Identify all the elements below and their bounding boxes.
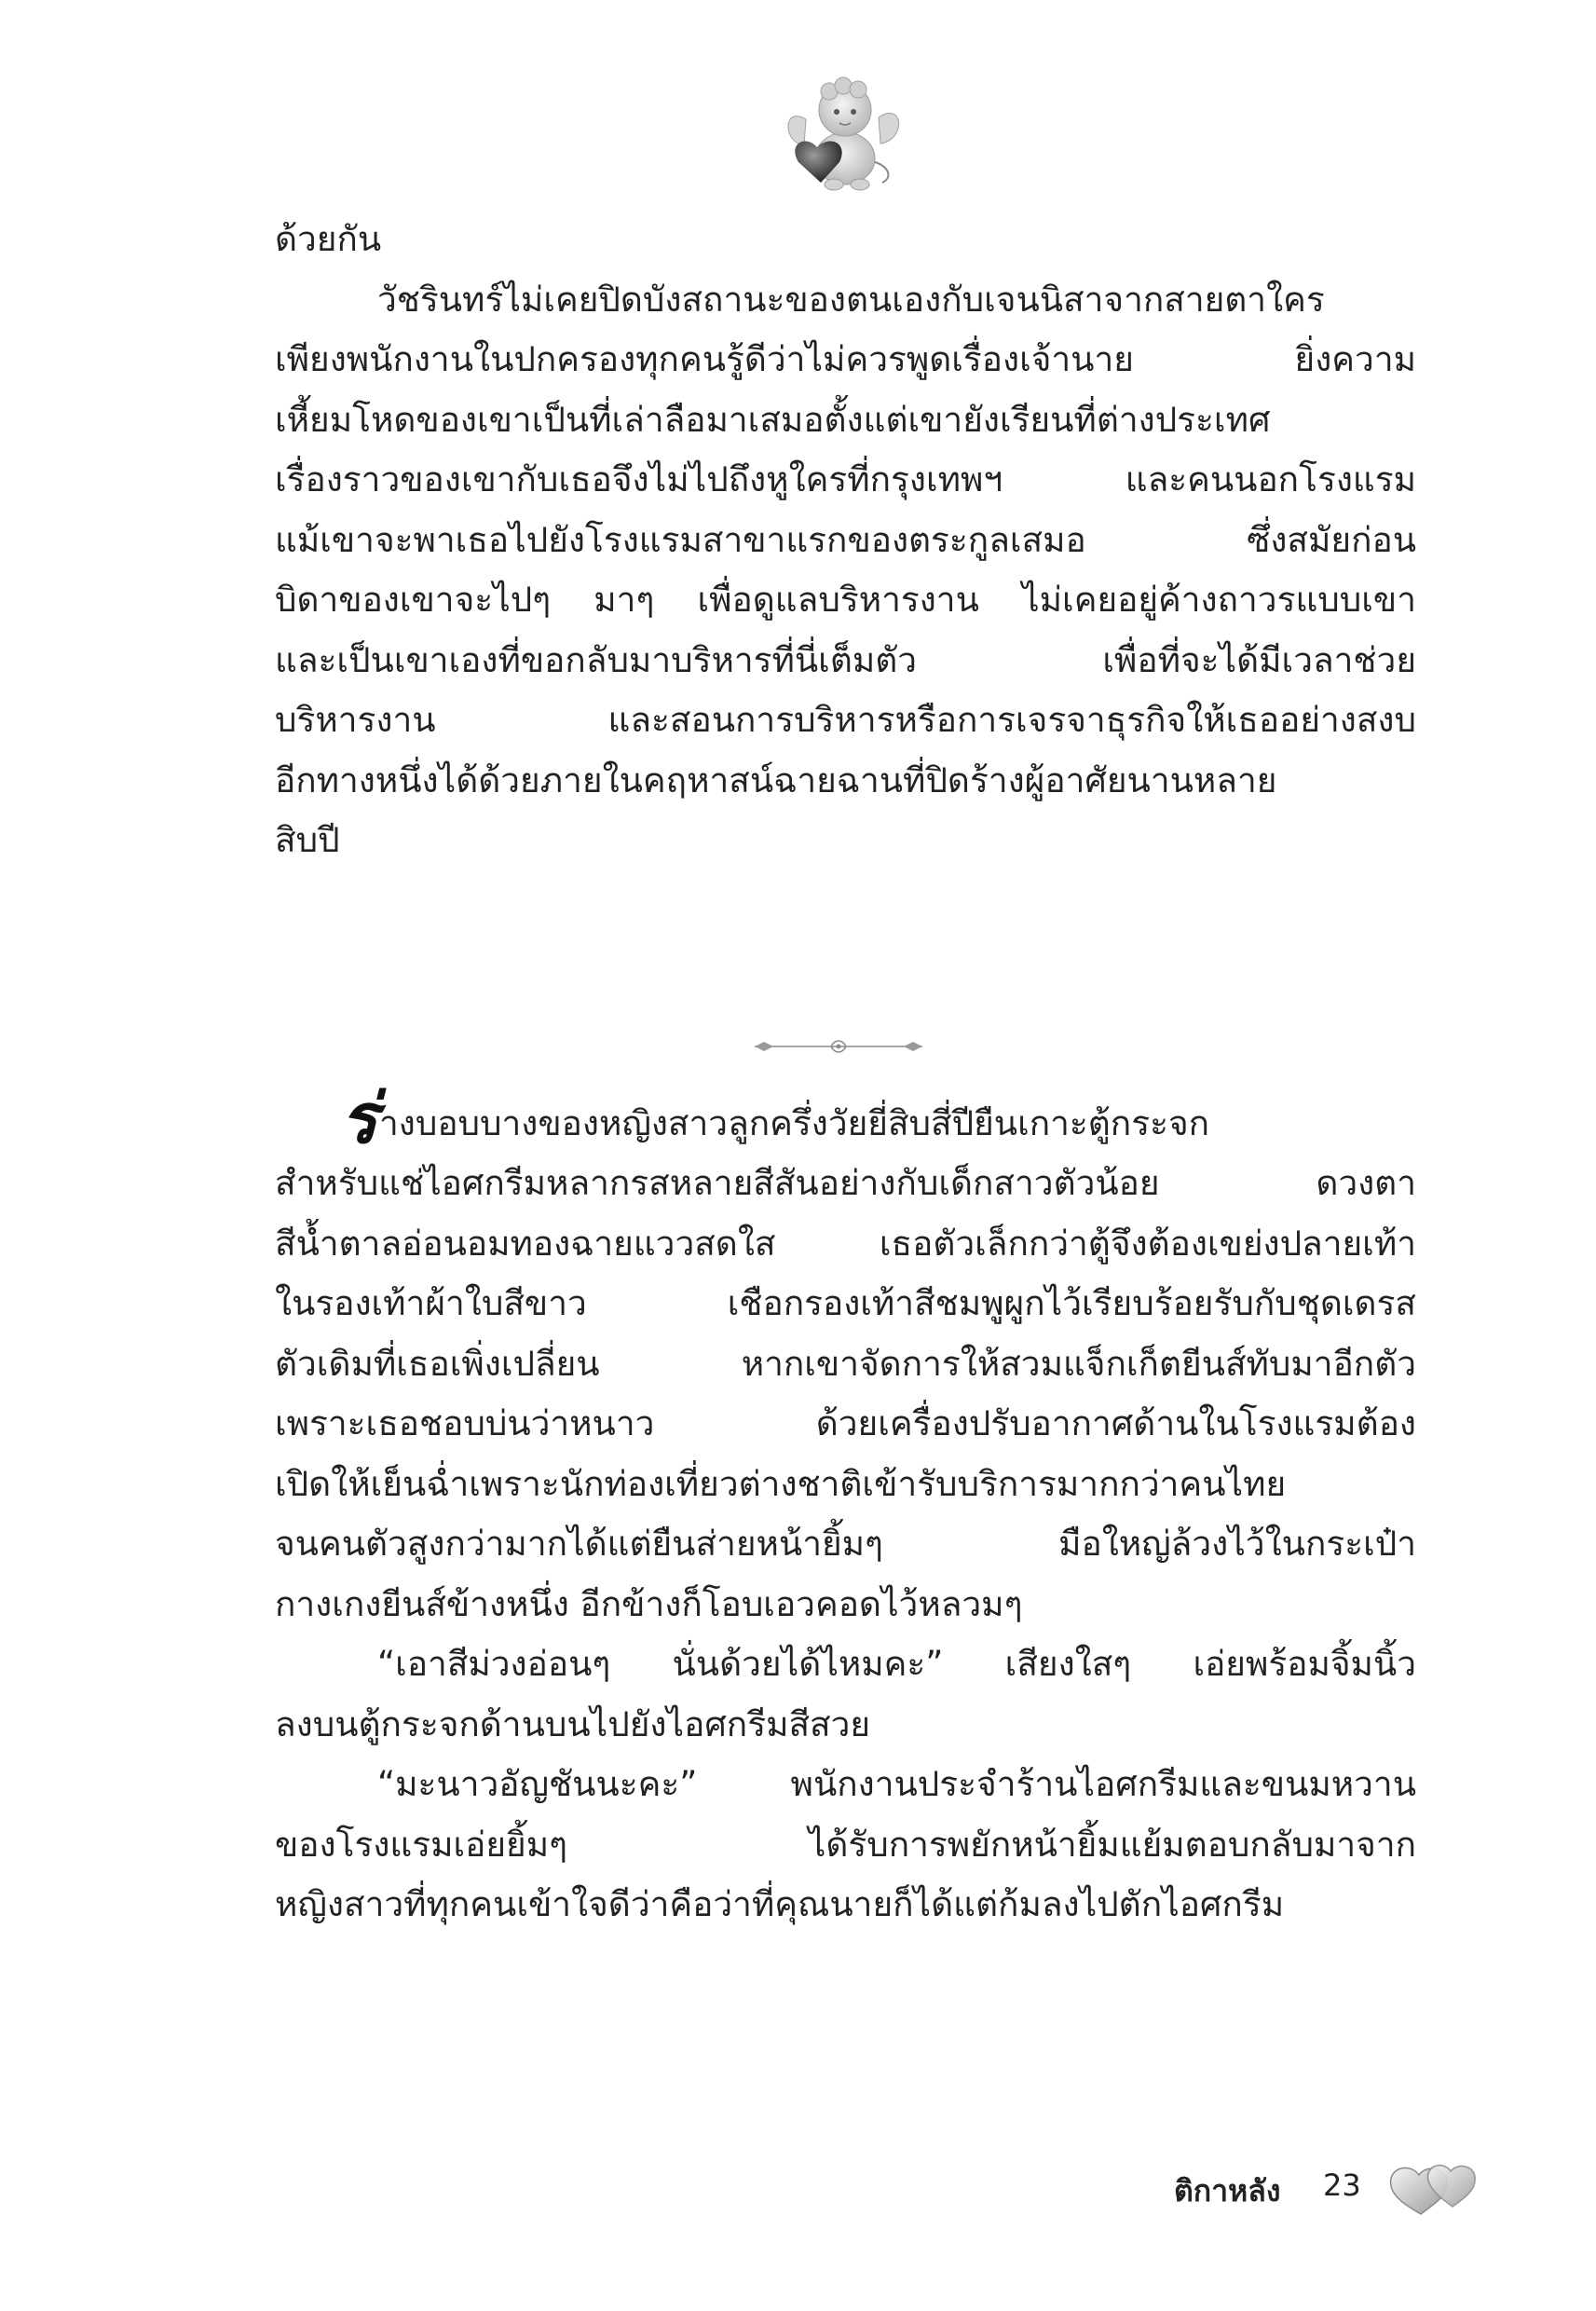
paragraph-block-bottom: [275, 1081, 1416, 1935]
text-line: สีน้ำตาลอ่อนอมทองฉายแววสดใส เธอตัวเล็กกว่าตู้จึงต้องเขย่งปลายเท้า: [275, 1223, 1416, 1264]
cherub-heart-icon: [778, 73, 908, 194]
text-line: “เอาสีม่วงอ่อนๆ นั่นด้วยได้ไหมคะ” เสียงใสๆ เอ่ยพร้อมจิ้มนิ้ว: [377, 1644, 1416, 1684]
text-line: เรื่องราวของเขากับเธอจึงไม่ไปถึงหูใครที่กรุงเทพฯ และคนนอกโรงแรม: [275, 459, 1416, 499]
text-line: ของโรงแรมเอ่ยยิ้มๆ ได้รับการพยักหน้ายิ้มแย้มตอบกลับมาจาก: [275, 1824, 1416, 1865]
text-line: เปิดให้เย็นฉ่ำเพราะนักท่องเที่ยวต่างชาติเข้ารับบริการมากกว่าคนไทย: [275, 1463, 1287, 1504]
text-line: บริหารงาน และสอนการบริหารหรือการเจรจาธุรกิจให้เธออย่างสงบ: [275, 700, 1416, 740]
text-line: วัชรินทร์ไม่เคยปิดบังสถานะของตนเองกับเจนนิสาจากสายตาใคร: [377, 279, 1325, 320]
text-line: สำหรับแช่ไอศกรีมหลากรสหลายสีสันอย่างกับเด็กสาวตัวน้อย ดวงตา: [275, 1163, 1416, 1203]
text-line: เพราะเธอชอบบ่นว่าหนาว ด้วยเครื่องปรับอากาศด้านในโรงแรมต้อง: [275, 1403, 1416, 1443]
page-footer: [1174, 2160, 1491, 2216]
text-line: ตัวเดิมที่เธอเพิ่งเปลี่ยน หากเขาจัดการให้สวมแจ็กเก็ตยีนส์ทับมาอีกตัว: [275, 1343, 1416, 1384]
text-line: างบอบบางของหญิงสาวลูกครึ่งวัยยี่สิบสี่ปียืนเกาะตู้กระจก: [379, 1102, 1210, 1143]
page-number: 23: [1323, 2167, 1361, 2203]
text-line: และเป็นเขาเองที่ขอกลับมาบริหารที่นี่เต็มตัว เพื่อที่จะได้มีเวลาช่วย: [275, 639, 1416, 680]
text-line: สิบปี: [275, 820, 340, 860]
dropcap-line: [275, 1079, 1416, 1159]
text-line: กางเกงยีนส์ข้างหนึ่ง อีกข้างก็โอบเอวคอดไว้หลวมๆ: [275, 1583, 1023, 1624]
text-line: ด้วยกัน: [275, 219, 382, 259]
hearts-icon: [1384, 2160, 1486, 2216]
text-line: เพียงพนักงานในปกครองทุกคนรู้ดีว่าไม่ควรพูดเรื่องเจ้านาย ยิ่งความ: [275, 339, 1416, 379]
text-line: จนคนตัวสูงกว่ามากได้แต่ยืนส่ายหน้ายิ้มๆ มือใหญ่ล้วงไว้ในกระเป๋า: [275, 1524, 1416, 1564]
ornament-divider-icon: [745, 1036, 932, 1057]
text-line: แม้เขาจะพาเธอไปยังโรงแรมสาขาแรกของตระกูลเสมอ ซึ่งสมัยก่อน: [275, 519, 1416, 560]
drop-cap: ร่: [340, 1079, 377, 1159]
text-line: หญิงสาวที่ทุกคนเข้าใจดีว่าคือว่าที่คุณนายก็ได้แต่ก้มลงไปตักไอศกรีม: [275, 1884, 1285, 1924]
text-line: “มะนาวอัญชันนะคะ” พนักงานประจำร้านไอศกรีมและขนมหวาน: [377, 1764, 1416, 1804]
text-line: บิดาของเขาจะไปๆ มาๆ เพื่อดูแลบริหารงาน ไม่เคยอยู่ค้างถาวรแบบเขา: [275, 580, 1416, 620]
text-line: อีกทางหนึ่งได้ด้วยภายในคฤหาสน์ฉายฉานที่ปิดร้างผู้อาศัยนานหลาย: [275, 759, 1277, 800]
paragraph-block-top: [275, 210, 1416, 871]
text-line: เหี้ยมโหดของเขาเป็นที่เล่าลือมาเสมอตั้งแต่เขายังเรียนที่ต่างประเทศ: [275, 399, 1271, 440]
text-line: ลงบนตู้กระจกด้านบนไปยังไอศกรีมสีสวย: [275, 1703, 871, 1744]
text-line: ในรองเท้าผ้าใบสีขาว เชือกรองเท้าสีชมพูผูกไว้เรียบร้อยรับกับชุดเดรส: [275, 1283, 1416, 1323]
running-title: ติกาหลัง: [1174, 2173, 1281, 2208]
